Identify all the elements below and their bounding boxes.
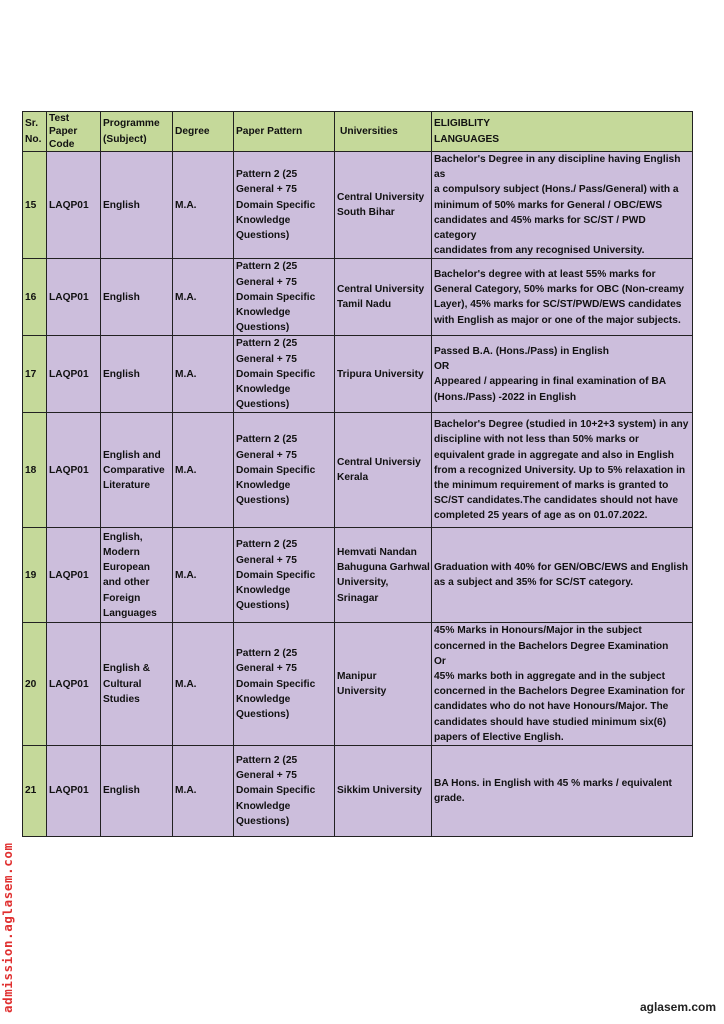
cell-line: Kerala <box>337 472 369 484</box>
cell-line: Domain Specific <box>236 464 316 476</box>
cell-line: Pattern 2 (25 <box>236 338 298 350</box>
cell-line: Tripura University <box>337 368 424 380</box>
cell-line: Literature <box>103 480 150 492</box>
cell-line: as a subject and 35% for SC/ST category. <box>434 577 634 589</box>
eligibility-table <box>22 111 693 837</box>
cell-line: Pattern 2 (25 <box>236 648 298 660</box>
cell-line: Code <box>49 139 75 150</box>
university-cell <box>335 528 432 623</box>
cell-line: candidates who do not have Honours/Major. The <box>434 701 669 713</box>
header-universities <box>335 112 432 152</box>
eligibility-cell <box>432 746 693 837</box>
header-programme <box>101 112 173 152</box>
degree-cell: M.A. <box>173 623 234 746</box>
cell-line: Central University <box>337 192 425 203</box>
programme-cell <box>101 152 173 259</box>
cell-line: 45% marks both in aggregate and in the subject <box>434 671 665 683</box>
cell-line: Pattern 2 (25 <box>236 539 298 551</box>
cell-line: English <box>103 199 140 211</box>
cell-line: equivalent grade in aggregate and also in English <box>434 449 675 461</box>
cell-line: Layer), 45% marks for SC/ST/PWD/EWS candidates <box>434 299 682 311</box>
test-paper-code-cell: LAQP01 <box>47 528 101 623</box>
cell-line: Hemvati Nandan <box>337 547 417 559</box>
cell-line: Domain Specific <box>236 569 316 581</box>
programme-cell <box>101 336 173 413</box>
cell-line: Bachelor's Degree (studied in 10+2+3 system) in any <box>434 419 689 431</box>
paper-pattern-cell <box>234 746 335 837</box>
degree-cell: M.A. <box>173 413 234 528</box>
eligibility-cell <box>432 623 693 746</box>
cell-line: English and <box>103 449 161 461</box>
cell-line: 45% Marks in Honours/Major in the subject <box>434 625 642 637</box>
cell-line: Pattern 2 (25 <box>236 434 298 446</box>
cell-line: Pattern 2 (25 <box>236 755 298 767</box>
cell-line: discipline with not less than 50% marks or <box>434 434 639 446</box>
cell-line: candidates should have studied minimum six(6) <box>434 716 667 728</box>
cell-line: Sr. <box>25 118 39 130</box>
cell-line: concerned in the Bachelors Degree Examination <box>434 640 669 652</box>
cell-line: Paper Pattern <box>236 125 303 137</box>
cell-line: candidates from any recognised University. <box>434 245 645 257</box>
degree-cell: M.A. <box>173 746 234 837</box>
cell-line: Questions) <box>236 322 290 334</box>
cell-line: Tamil Nadu <box>337 299 392 311</box>
table-row <box>23 336 693 413</box>
cell-line: ELIGIBLITY <box>434 118 491 130</box>
eligibility-cell <box>432 259 693 336</box>
test-paper-code-cell: LAQP01 <box>47 259 101 336</box>
cell-line: No. <box>25 133 42 145</box>
cell-line: a compulsory subject (Hons./ Pass/General) with a <box>434 184 679 196</box>
test-paper-code-cell: LAQP01 <box>47 152 101 259</box>
cell-line: OR <box>434 361 450 373</box>
paper-pattern-cell <box>234 152 335 259</box>
cell-line: Questions) <box>236 399 290 411</box>
cell-line: General + 75 <box>236 353 297 365</box>
cell-line: Questions) <box>236 709 290 721</box>
table-row <box>23 152 693 259</box>
cell-line: Srinagar <box>337 592 379 604</box>
cell-line: BA Hons. in English with 45 % marks / equivalent <box>434 777 672 789</box>
cell-line: Passed B.A. (Hons./Pass) in English <box>434 346 609 358</box>
cell-line: General + 75 <box>236 449 297 461</box>
cell-line: English <box>103 368 140 380</box>
cell-line: Foreign <box>103 592 141 604</box>
cell-line: English, <box>103 531 143 543</box>
cell-line: Knowledge <box>236 480 291 492</box>
cell-line: Domain Specific <box>236 785 316 797</box>
degree-cell: M.A. <box>173 336 234 413</box>
cell-line: LANGUAGES <box>434 133 500 145</box>
cell-line: European <box>103 562 150 574</box>
cell-line: (Hons./Pass) -2022 in English <box>434 391 577 403</box>
side-watermark: admission.aglasem.com <box>0 842 15 1013</box>
sr-cell: 15 <box>23 152 47 259</box>
cell-line: South Bihar <box>337 207 395 219</box>
eligibility-cell <box>432 528 693 623</box>
cell-line: Comparative <box>103 464 165 476</box>
cell-line: grade. <box>434 793 465 805</box>
cell-line: Paper <box>49 126 78 137</box>
cell-line: English <box>103 291 140 303</box>
cell-line: Domain Specific <box>236 368 316 380</box>
cell-line: concerned in the Bachelors Degree Examination for <box>434 686 685 698</box>
header-degree <box>173 112 234 152</box>
table-row <box>23 259 693 336</box>
cell-line: Or <box>434 655 446 667</box>
cell-line: completed 25 years of age as on 01.07.2022. <box>434 510 648 522</box>
sr-cell: 19 <box>23 528 47 623</box>
cell-line: English & <box>103 663 150 675</box>
sr-cell: 21 <box>23 746 47 837</box>
table-row <box>23 746 693 837</box>
paper-pattern-cell <box>234 336 335 413</box>
degree-cell: M.A. <box>173 152 234 259</box>
cell-line: Domain Specific <box>236 291 316 303</box>
test-paper-code-cell: LAQP01 <box>47 336 101 413</box>
programme-cell <box>101 259 173 336</box>
cell-line: University, <box>337 577 389 589</box>
cell-line: Bahuguna Garhwal <box>337 562 430 574</box>
university-cell <box>335 152 432 259</box>
cell-line: Domain Specific <box>236 678 316 690</box>
cell-line: with English as major or one of the major subjects. <box>434 314 681 326</box>
cell-line: General + 75 <box>236 663 297 675</box>
footer-watermark: aglasem.com <box>639 1000 716 1014</box>
cell-line: Appeared / appearing in final examination of BA <box>434 376 667 388</box>
paper-pattern-cell <box>234 259 335 336</box>
test-paper-code-cell: LAQP01 <box>47 413 101 528</box>
table-row <box>23 528 693 623</box>
cell-line: General + 75 <box>236 554 297 566</box>
degree-cell: M.A. <box>173 259 234 336</box>
cell-line: Questions) <box>236 495 290 507</box>
sr-cell: 16 <box>23 259 47 336</box>
cell-line: Universities <box>340 125 398 137</box>
sr-cell: 18 <box>23 413 47 528</box>
cell-line: Bachelor's degree with at least 55% marks for <box>434 269 656 281</box>
cell-line: Questions) <box>236 815 290 827</box>
paper-pattern-cell <box>234 528 335 623</box>
cell-line: Studies <box>103 693 140 705</box>
cell-line: from a recognized University. Up to 5% relaxation in <box>434 464 686 476</box>
cell-line: SC/ST candidates.The candidates should not have <box>434 495 678 507</box>
university-cell <box>335 259 432 336</box>
programme-cell <box>101 623 173 746</box>
cell-line: Knowledge <box>236 384 291 396</box>
eligibility-cell <box>432 413 693 528</box>
cell-line: Bachelor's Degree in any discipline having English as <box>434 154 681 181</box>
cell-line: candidates and 45% marks for SC/ST / PWD category <box>434 214 646 242</box>
programme-cell <box>101 413 173 528</box>
header-paper-pattern <box>234 112 335 152</box>
cell-line: General + 75 <box>236 770 297 782</box>
cell-line: Questions) <box>236 230 290 242</box>
cell-line: Programme <box>103 118 160 130</box>
cell-line: Modern <box>103 547 140 559</box>
cell-line: the minimum requirement of marks is granted to <box>434 480 669 492</box>
university-cell <box>335 623 432 746</box>
paper-pattern-cell <box>234 413 335 528</box>
table-header-row <box>23 112 693 152</box>
eligibility-cell <box>432 336 693 413</box>
cell-line: Manipur <box>337 671 377 683</box>
header-eligibility <box>432 112 693 152</box>
header-sr-no <box>23 112 47 152</box>
cell-line: Pattern 2 (25 <box>236 261 298 273</box>
cell-line: Knowledge <box>236 214 291 226</box>
cell-line: General + 75 <box>236 276 297 288</box>
university-cell <box>335 746 432 837</box>
cell-line: Knowledge <box>236 800 291 812</box>
cell-line: Questions) <box>236 600 290 612</box>
cell-line: and other <box>103 577 150 589</box>
cell-line: Cultural <box>103 678 142 690</box>
cell-line: University <box>337 686 387 698</box>
cell-line: Domain Specific <box>236 199 316 211</box>
university-cell <box>335 413 432 528</box>
sr-cell: 17 <box>23 336 47 413</box>
cell-line: Knowledge <box>236 693 291 705</box>
table-row <box>23 413 693 528</box>
cell-line: General Category, 50% marks for OBC (Non-creamy <box>434 284 685 296</box>
cell-line: Knowledge <box>236 307 291 319</box>
university-cell <box>335 336 432 413</box>
cell-line: General + 75 <box>236 184 297 196</box>
cell-line: Pattern 2 (25 <box>236 169 298 181</box>
sr-cell: 20 <box>23 623 47 746</box>
test-paper-code-cell: LAQP01 <box>47 623 101 746</box>
eligibility-cell <box>432 152 693 259</box>
programme-cell <box>101 528 173 623</box>
cell-line: papers of Elective English. <box>434 731 564 743</box>
cell-line: Test <box>49 113 70 124</box>
degree-cell: M.A. <box>173 528 234 623</box>
cell-line: Knowledge <box>236 585 291 597</box>
cell-line: Degree <box>175 125 210 137</box>
cell-line: Central University <box>337 284 425 296</box>
cell-line: Central Universiy <box>337 457 421 469</box>
table-body <box>23 152 693 837</box>
cell-line: Languages <box>103 607 157 619</box>
programme-cell <box>101 746 173 837</box>
cell-line: minimum of 50% marks for General / OBC/EWS <box>434 199 663 211</box>
cell-line: (Subject) <box>103 133 147 145</box>
cell-line: Graduation with 40% for GEN/OBC/EWS and English <box>434 562 689 574</box>
cell-line: Sikkim University <box>337 785 422 797</box>
table-row <box>23 623 693 746</box>
cell-line: English <box>103 785 140 797</box>
header-test-paper-code <box>47 112 101 152</box>
test-paper-code-cell: LAQP01 <box>47 746 101 837</box>
paper-pattern-cell <box>234 623 335 746</box>
